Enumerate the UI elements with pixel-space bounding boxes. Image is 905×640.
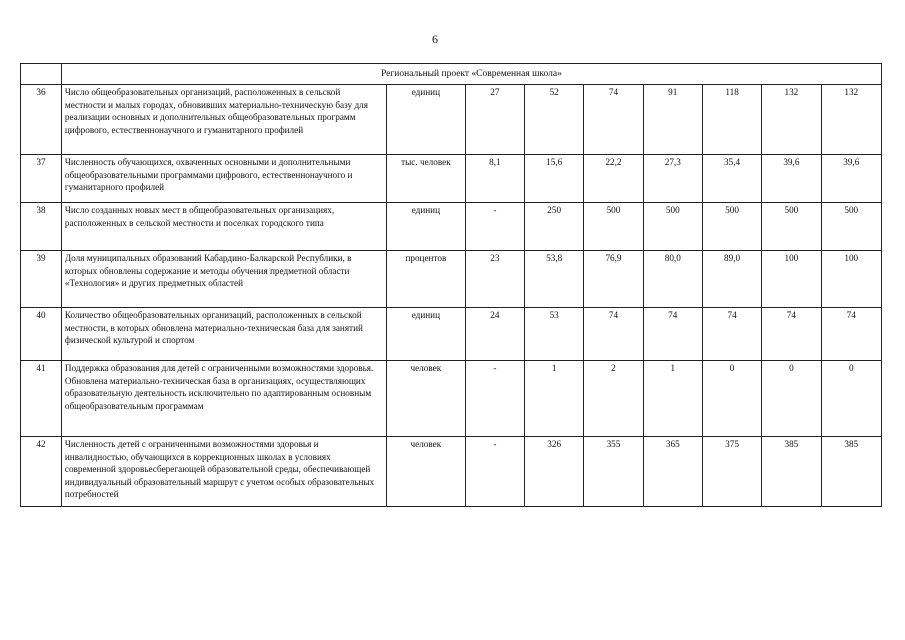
indicator-name: Численность детей с ограниченными возможностями здоровья и инвалидностью, обучающихся в коррекционных школах в условиях современной здоровьесберегающей образовательной среды, обеспечивающей индивидуальный образовательный маршрут с учетом особых образовательных потребностей xyxy=(61,437,386,507)
value-cell: - xyxy=(465,203,524,251)
value-cell: 74 xyxy=(762,308,821,361)
row-number: 37 xyxy=(21,155,62,203)
value-cell: 500 xyxy=(821,203,881,251)
value-cell: 23 xyxy=(465,251,524,308)
value-cell: 375 xyxy=(702,437,761,507)
section-row xyxy=(21,64,882,85)
value-cell: 385 xyxy=(762,437,821,507)
value-cell: 74 xyxy=(584,308,643,361)
value-cell: 76,9 xyxy=(584,251,643,308)
value-cell: 74 xyxy=(821,308,881,361)
table-row xyxy=(21,437,882,507)
row-number: 38 xyxy=(21,203,62,251)
value-cell: 385 xyxy=(821,437,881,507)
value-cell: 39,6 xyxy=(821,155,881,203)
value-cell: 74 xyxy=(643,308,702,361)
indicator-name: Численность обучающихся, охваченных основными и дополнительными общеобразовательными программами цифрового, естественнонаучного и гуманитарного профилей xyxy=(61,155,386,203)
value-cell: 365 xyxy=(643,437,702,507)
value-cell: 500 xyxy=(584,203,643,251)
unit-of-measure: единиц xyxy=(387,308,466,361)
value-cell: 132 xyxy=(762,85,821,155)
value-cell: 132 xyxy=(821,85,881,155)
value-cell: 2 xyxy=(584,361,643,437)
indicator-name: Поддержка образования для детей с ограниченными возможностями здоровья. Обновлена материально-техническая база в организациях, осуществляющих образовательную деятельность исключительно по адаптированным основным общеобразовательным программам xyxy=(61,361,386,437)
value-cell: 80,0 xyxy=(643,251,702,308)
indicator-name: Число общеобразовательных организаций, расположенных в сельской местности и малых городах, обновивших материально-техническую базу для реализации основных и дополнительных общеобразовательных программ цифрового, естественнонаучного и гуманитарного профилей xyxy=(61,85,386,155)
value-cell: 74 xyxy=(702,308,761,361)
unit-of-measure: единиц xyxy=(387,203,466,251)
unit-of-measure: человек xyxy=(387,437,466,507)
table-row xyxy=(21,85,882,155)
value-cell: - xyxy=(465,437,524,507)
value-cell: 1 xyxy=(643,361,702,437)
value-cell: 0 xyxy=(702,361,761,437)
value-cell: 53 xyxy=(525,308,584,361)
table-row xyxy=(21,251,882,308)
value-cell: 326 xyxy=(525,437,584,507)
value-cell: 53,8 xyxy=(525,251,584,308)
value-cell: 500 xyxy=(702,203,761,251)
row-number: 39 xyxy=(21,251,62,308)
table-row xyxy=(21,155,882,203)
indicator-name: Количество общеобразовательных организаций, расположенных в сельской местности, в которых обновлена материально-техническая база для занятий физической культурой и спортом xyxy=(61,308,386,361)
section-title: Региональный проект «Современная школа» xyxy=(61,64,881,85)
unit-of-measure: человек xyxy=(387,361,466,437)
value-cell: 89,0 xyxy=(702,251,761,308)
table-row xyxy=(21,203,882,251)
value-cell: 8,1 xyxy=(465,155,524,203)
value-cell: 74 xyxy=(584,85,643,155)
value-cell: 91 xyxy=(643,85,702,155)
value-cell: 24 xyxy=(465,308,524,361)
value-cell: 27,3 xyxy=(643,155,702,203)
value-cell: 118 xyxy=(702,85,761,155)
unit-of-measure: процентов xyxy=(387,251,466,308)
indicator-name: Число созданных новых мест в общеобразовательных организациях, расположенных в сельской местности и поселках городского типа xyxy=(61,203,386,251)
value-cell: 39,6 xyxy=(762,155,821,203)
value-cell: 0 xyxy=(821,361,881,437)
indicator-name: Доля муниципальных образований Кабардино-Балкарской Республики, в которых обновлены содержание и методы обучения предметной области «Технология» и других предметных областей xyxy=(61,251,386,308)
value-cell: - xyxy=(465,361,524,437)
value-cell: 35,4 xyxy=(702,155,761,203)
value-cell: 500 xyxy=(643,203,702,251)
page-number: 6 xyxy=(432,32,438,46)
row-number: 42 xyxy=(21,437,62,507)
value-cell: 52 xyxy=(525,85,584,155)
indicators-table xyxy=(20,63,882,507)
row-number: 40 xyxy=(21,308,62,361)
value-cell: 27 xyxy=(465,85,524,155)
value-cell: 100 xyxy=(762,251,821,308)
unit-of-measure: единиц xyxy=(387,85,466,155)
table-row xyxy=(21,361,882,437)
value-cell: 250 xyxy=(525,203,584,251)
value-cell: 100 xyxy=(821,251,881,308)
unit-of-measure: тыс. человек xyxy=(387,155,466,203)
value-cell: 500 xyxy=(762,203,821,251)
row-number: 41 xyxy=(21,361,62,437)
row-number: 36 xyxy=(21,85,62,155)
value-cell: 1 xyxy=(525,361,584,437)
value-cell: 15,6 xyxy=(525,155,584,203)
value-cell: 22,2 xyxy=(584,155,643,203)
value-cell: 0 xyxy=(762,361,821,437)
value-cell: 355 xyxy=(584,437,643,507)
table-row xyxy=(21,308,882,361)
